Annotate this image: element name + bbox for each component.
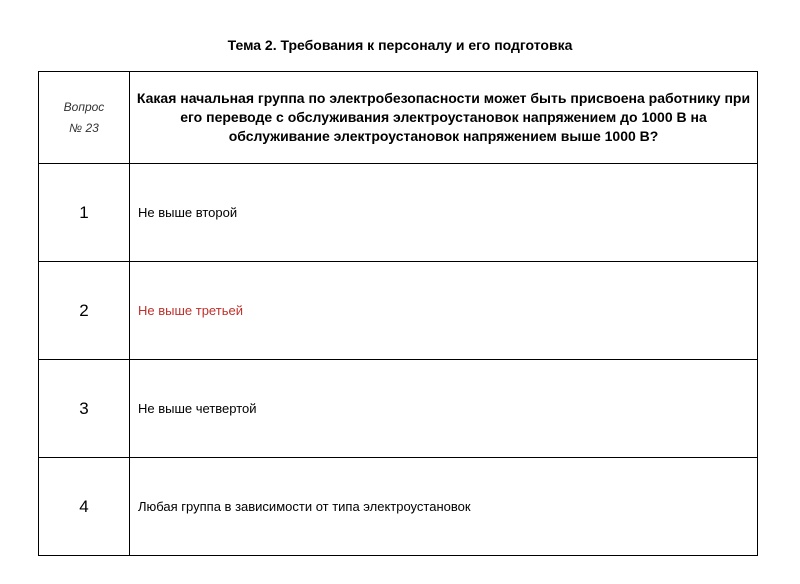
answer-option-1[interactable]: Не выше второй [130,164,758,262]
answer-number: 2 [39,262,130,360]
answer-option-2[interactable]: Не выше третьей [130,262,758,360]
answer-number: 3 [39,360,130,458]
page-title: Тема 2. Требования к персоналу и его подготовка [227,37,573,53]
question-label-word: Вопрос [63,99,105,114]
question-row [39,72,758,164]
answer-number: 4 [39,458,130,556]
question-number: № 23 [69,120,99,135]
answer-number: 1 [39,164,130,262]
question-table [38,71,758,556]
answer-row[interactable] [39,164,758,262]
question-text: Какая начальная группа по электробезопасности может быть присвоена работнику при его переводе с обслуживания электроустановок напряжением до 1000 В на обслуживание электроустановок напряжением выше 1000 В? [130,72,758,164]
answer-row[interactable] [39,262,758,360]
answer-option-4[interactable]: Любая группа в зависимости от типа электроустановок [130,458,758,556]
question-label [39,72,130,164]
answer-row[interactable] [39,458,758,556]
answer-option-3[interactable]: Не выше четвертой [130,360,758,458]
answer-row[interactable] [39,360,758,458]
